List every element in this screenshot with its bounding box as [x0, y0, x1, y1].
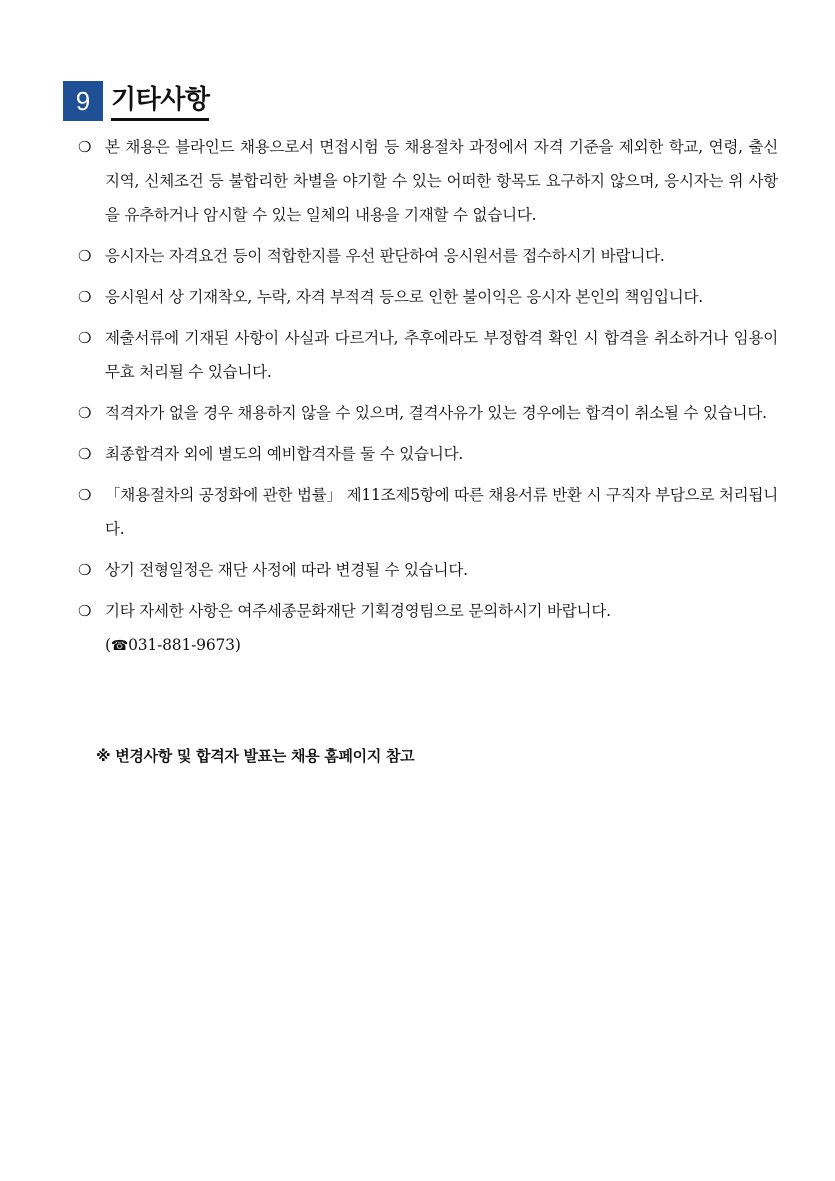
phone-icon: ☎: [110, 638, 129, 654]
circle-bullet-icon: ❍: [78, 561, 92, 579]
list-item: [78, 594, 778, 663]
list-item: [78, 437, 778, 471]
circle-bullet-icon: ❍: [78, 138, 92, 156]
list-item-text: 적격자가 없을 경우 채용하지 않을 수 있으며, 결격사유가 있는 경우에는 합격이 취소될 수 있습니다.: [105, 404, 767, 422]
circle-bullet-icon: ❍: [78, 445, 92, 463]
list-item: [78, 280, 778, 314]
circle-bullet-icon: ❍: [78, 247, 92, 265]
notice-text: ※ 변경사항 및 합격자 발표는 채용 홈페이지 참고: [96, 747, 415, 765]
phone-number: 031-881-9673: [128, 636, 235, 654]
list-item-text: 「채용절차의 공정화에 관한 법률」 제11조제5항에 따른 채용서류 반환 시 구직자 부담으로 처리됩니다.: [105, 486, 778, 538]
list-item-text: 응시원서 상 기재착오, 누락, 자격 부적격 등으로 인한 불이익은 응시자 본인의 책임입니다.: [105, 288, 704, 306]
section-number-badge: 9: [63, 81, 103, 121]
list-item: [78, 130, 778, 232]
circle-bullet-icon: ❍: [78, 329, 92, 347]
list-item-text: 최종합격자 외에 별도의 예비합격자를 둘 수 있습니다.: [105, 445, 464, 463]
circle-bullet-icon: ❍: [78, 602, 92, 620]
list-item: [78, 239, 778, 273]
list-item: [78, 478, 778, 546]
notes-list: [78, 130, 778, 670]
list-item-text: 본 채용은 블라인드 채용으로서 면접시험 등 채용절차 과정에서 자격 기준을 제외한 학교, 연령, 출신지역, 신체조건 등 불합리한 차별을 야기할 수 있는 어떠한 항목도 요구하지 않으며, 응시자는 위 사항을 유추하거나 암시할 수 있는 일체의 내용을 기재할 수 없습니다.: [105, 138, 778, 224]
section-title: 기타사항: [111, 85, 210, 115]
list-item-contact: [105, 594, 778, 663]
phone-line: (☎031-881-9673): [105, 636, 241, 654]
section-title-underline: [111, 80, 209, 121]
list-item-text: 제출서류에 기재된 사항이 사실과 다르거나, 추후에라도 부정합격 확인 시 합격을 취소하거나 임용이 무효 처리될 수 있습니다.: [105, 329, 778, 381]
section-header: [63, 80, 209, 121]
list-item-text: 상기 전형일정은 재단 사정에 따라 변경될 수 있습니다.: [105, 561, 468, 579]
list-item: [78, 553, 778, 587]
list-item: [78, 321, 778, 389]
list-item: [78, 396, 778, 430]
circle-bullet-icon: ❍: [78, 486, 92, 504]
list-item-text: 기타 자세한 사항은 여주세종문화재단 기획경영팀으로 문의하시기 바랍니다.: [105, 602, 611, 620]
circle-bullet-icon: ❍: [78, 404, 92, 422]
circle-bullet-icon: ❍: [78, 288, 92, 306]
list-item-text: 응시자는 자격요건 등이 적합한지를 우선 판단하여 응시원서를 접수하시기 바랍니다.: [105, 247, 665, 265]
